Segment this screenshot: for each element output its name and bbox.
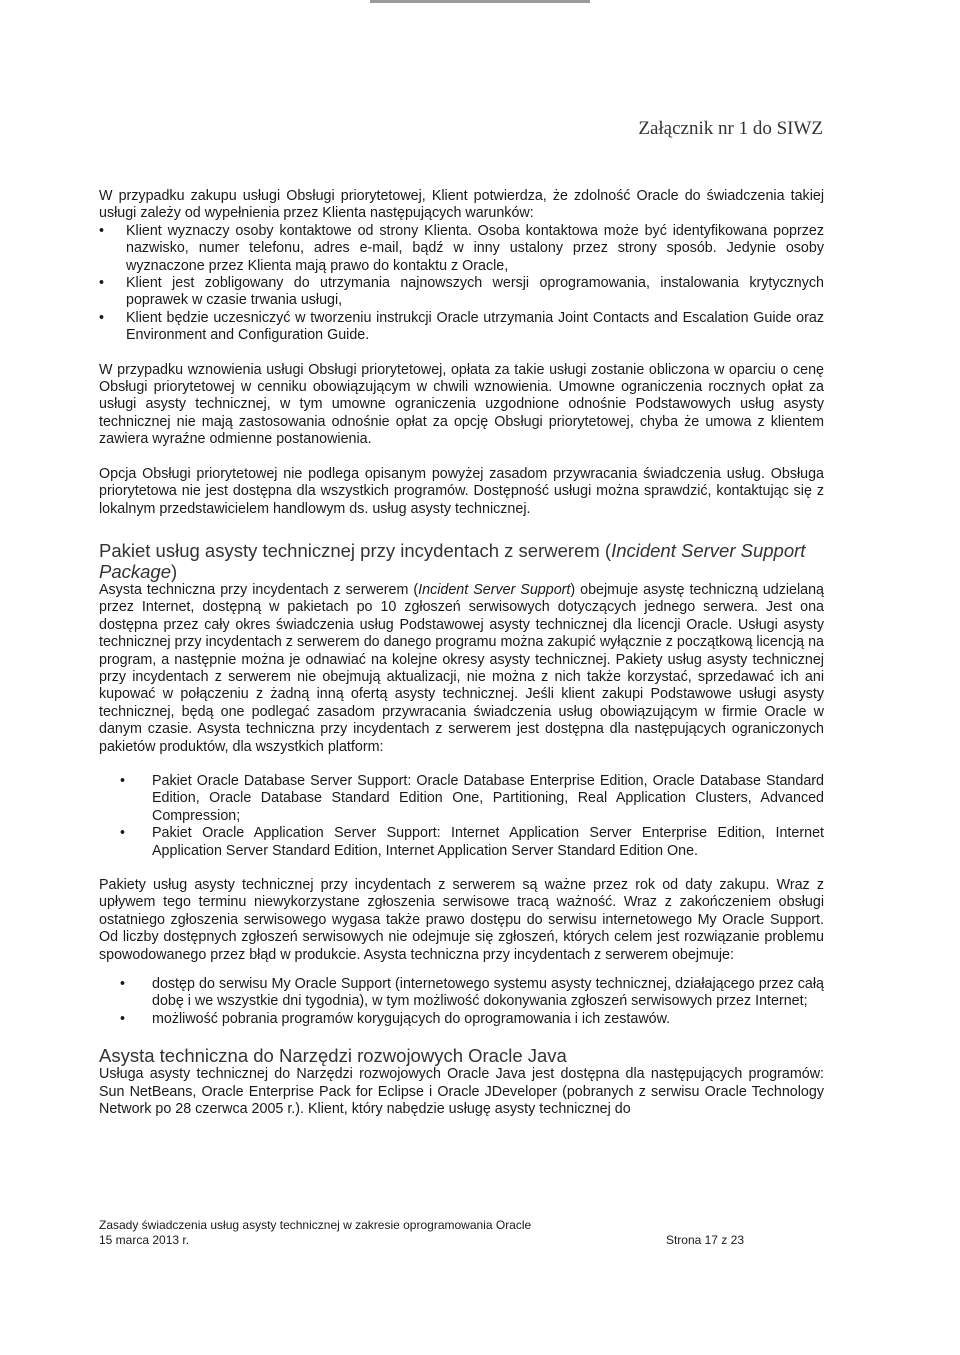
- list-item: • Pakiet Oracle Database Server Support: Oracle Database Enterprise Edition, Oracle Database Standard Edition, Oracle Database Standard Edition One, Partitioning, Real Application Clusters, Advanced Compression;: [99, 773, 824, 825]
- section-heading-java-tools: Asysta techniczna do Narzędzi rozwojowych Oracle Java: [99, 1045, 567, 1067]
- footer-doc-title: Zasady świadczenia usług asysty technicznej w zakresie oprogramowania Oracle: [99, 1218, 532, 1232]
- document-body: [99, 188, 824, 1118]
- includes-list: [99, 976, 824, 1028]
- list-item: • Klient będzie uczesniczyć w tworzeniu instrukcji Oracle utrzymania Joint Contacts and Escalation Guide oraz Environment and Configuration Guide.: [99, 310, 824, 345]
- intro-paragraph-2: W przypadku wznowienia usługi Obsługi priorytetowej, opłata za takie usługi zostanie obliczona w oparciu o cenę Obsługi priorytetowej w cenniku obowiązującym w chwili wznowienia. Umowne ograniczenia rocznych opłat za usługi asysty technicznej, w tym umowne ograniczenia uzgodnione odnośnie Podstawowych usług asysty technicznej nie mają zastosowania odnośnie opłat za opcję Obsługi priorytetowej, chyba że umowa z klientem zawiera wyraźne odmienne postanowienia.: [99, 361, 824, 448]
- packages-list: [99, 773, 824, 860]
- heading-close: ): [171, 560, 178, 582]
- isp-paragraph-1-part-b: ) obejmuje asystę techniczną udzielaną przez Internet, dostępną w pakietach po 10 zgłoszeń serwisowych dotyczących jednego serwera. Jest ona dostępna przez cały okres świadczenia usług Podstawowej asysty technicznej dla licencji Oracle. Usługi asysty technicznej przy incydentach z serwerem do danego programu można zakupić wyłącznie z początkową licencją na program, a następnie można je odnawiać na kolejne okresy asysty technicznej. Pakiety usług asysty technicznej przy incydentach z serwerem nie obejmują aktualizacji, nie można z nich także korzystać, sprzedawać ich ani kupować w połączeniu z żadną inną ofertą asysty technicznej. Jeśli klient zakupi Podstawowe usługi asysty technicznej, będą one podlegać zasadom przywracania świadczenia usług obowiązującym w firmie Oracle w danym czasie. Asysta techniczna przy incydentach z serwerem jest dostępna dla następujących ograniczonych pakietów produktów, dla wszystkich platform:: [99, 581, 824, 755]
- top-rule: [370, 0, 590, 3]
- list-item: • dostęp do serwisu My Oracle Support (internetowego systemu asysty technicznej, działającego przez całą dobę i we wszystkie dni tygodnia), w tym możliwość dokonywania zgłoszeń serwisowych przez Internet;: [99, 976, 824, 1011]
- section-heading-incident-server-support: [99, 540, 824, 582]
- list-item: • Klient jest zobligowany do utrzymania najnowszych wersji oprogramowania, instalowania krytycznych poprawek w czasie trwania usługi,: [99, 275, 824, 310]
- list-item: • Pakiet Oracle Application Server Support: Internet Application Server Enterprise Edition, Internet Application Server Standard Edition, Internet Application Server Standard Edition One.: [99, 825, 824, 860]
- list-item: • możliwość pobrania programów korygujących do oprogramowania i ich zestawów.: [99, 1011, 824, 1028]
- java-paragraph-1: Usługa asysty technicznej do Narzędzi rozwojowych Oracle Java jest dostępna dla następujących programów: Sun NetBeans, Oracle Enterprise Pack for Eclipse i Oracle JDeveloper (pobranych z serwisu Oracle Technology Network po 28 czerwca 2005 r.). Klient, który nabędzie usługę asysty technicznej do: [99, 1066, 824, 1118]
- intro-paragraph-3: Opcja Obsługi priorytetowej nie podlega opisanym powyżej zasadom przywracania świadczenia usług. Obsługa priorytetowa nie jest dostępna dla wszystkich programów. Dostępność usługi można sprawdzić, kontaktując się z lokalnym przedstawicielem handlowym ds. usług asysty technicznej.: [99, 465, 824, 517]
- isp-paragraph-1: [99, 582, 824, 756]
- isp-paragraph-2: Pakiety usług asysty technicznej przy incydentach z serwerem są ważne przez rok od daty zakupu. Wraz z upływem tego terminu niewykorzystane zgłoszenia serwisowe tracą ważność. Wraz z zakończeniem obsługi ostatniego zgłoszenia serwisowego wygasa także prawo dostępu do serwisu internetowego My Oracle Support. Od liczby dostępnych zgłoszeń serwisowych nie odejmuje się zgłoszeń, których celem jest rozwiązanie problemu spowodowanego przez błąd w produkcie. Asysta techniczna przy incydentach z serwerem obejmuje:: [99, 877, 824, 963]
- isp-paragraph-1-part-a: Asysta techniczna przy incydentach z serwerem (: [99, 581, 419, 598]
- list-item: • Klient wyznaczy osoby kontaktowe od strony Klienta. Osoba kontaktowa może być identyfikowana poprzez nazwisko, numer telefonu, adres e-mail, bądź w inny ustalony przez strony sposób. Jedynie osoby wyznaczone przez Klienta mają prawo do kontaktu z Oracle,: [99, 223, 824, 275]
- footer-page-number: Strona 17 z 23: [665, 1233, 744, 1247]
- heading-text: Pakiet usług asysty technicznej przy incydentach z serwerem (: [99, 539, 612, 561]
- conditions-list: [99, 223, 824, 345]
- page-footer: [99, 1218, 744, 1248]
- footer-date: 15 marca 2013 r.: [99, 1233, 190, 1247]
- attachment-label: Załącznik nr 1 do SIWZ: [638, 118, 823, 139]
- intro-paragraph-1: W przypadku zakupu usługi Obsługi priorytetowej, Klient potwierdza, że zdolność Oracle do świadczenia takiej usługi zależy od wypełnienia przez Klienta następujących warunków:: [99, 188, 824, 222]
- isp-paragraph-1-emphasis: Incident Server Support: [418, 581, 571, 598]
- heading-emphasis: Incident Server Support Package: [99, 539, 806, 582]
